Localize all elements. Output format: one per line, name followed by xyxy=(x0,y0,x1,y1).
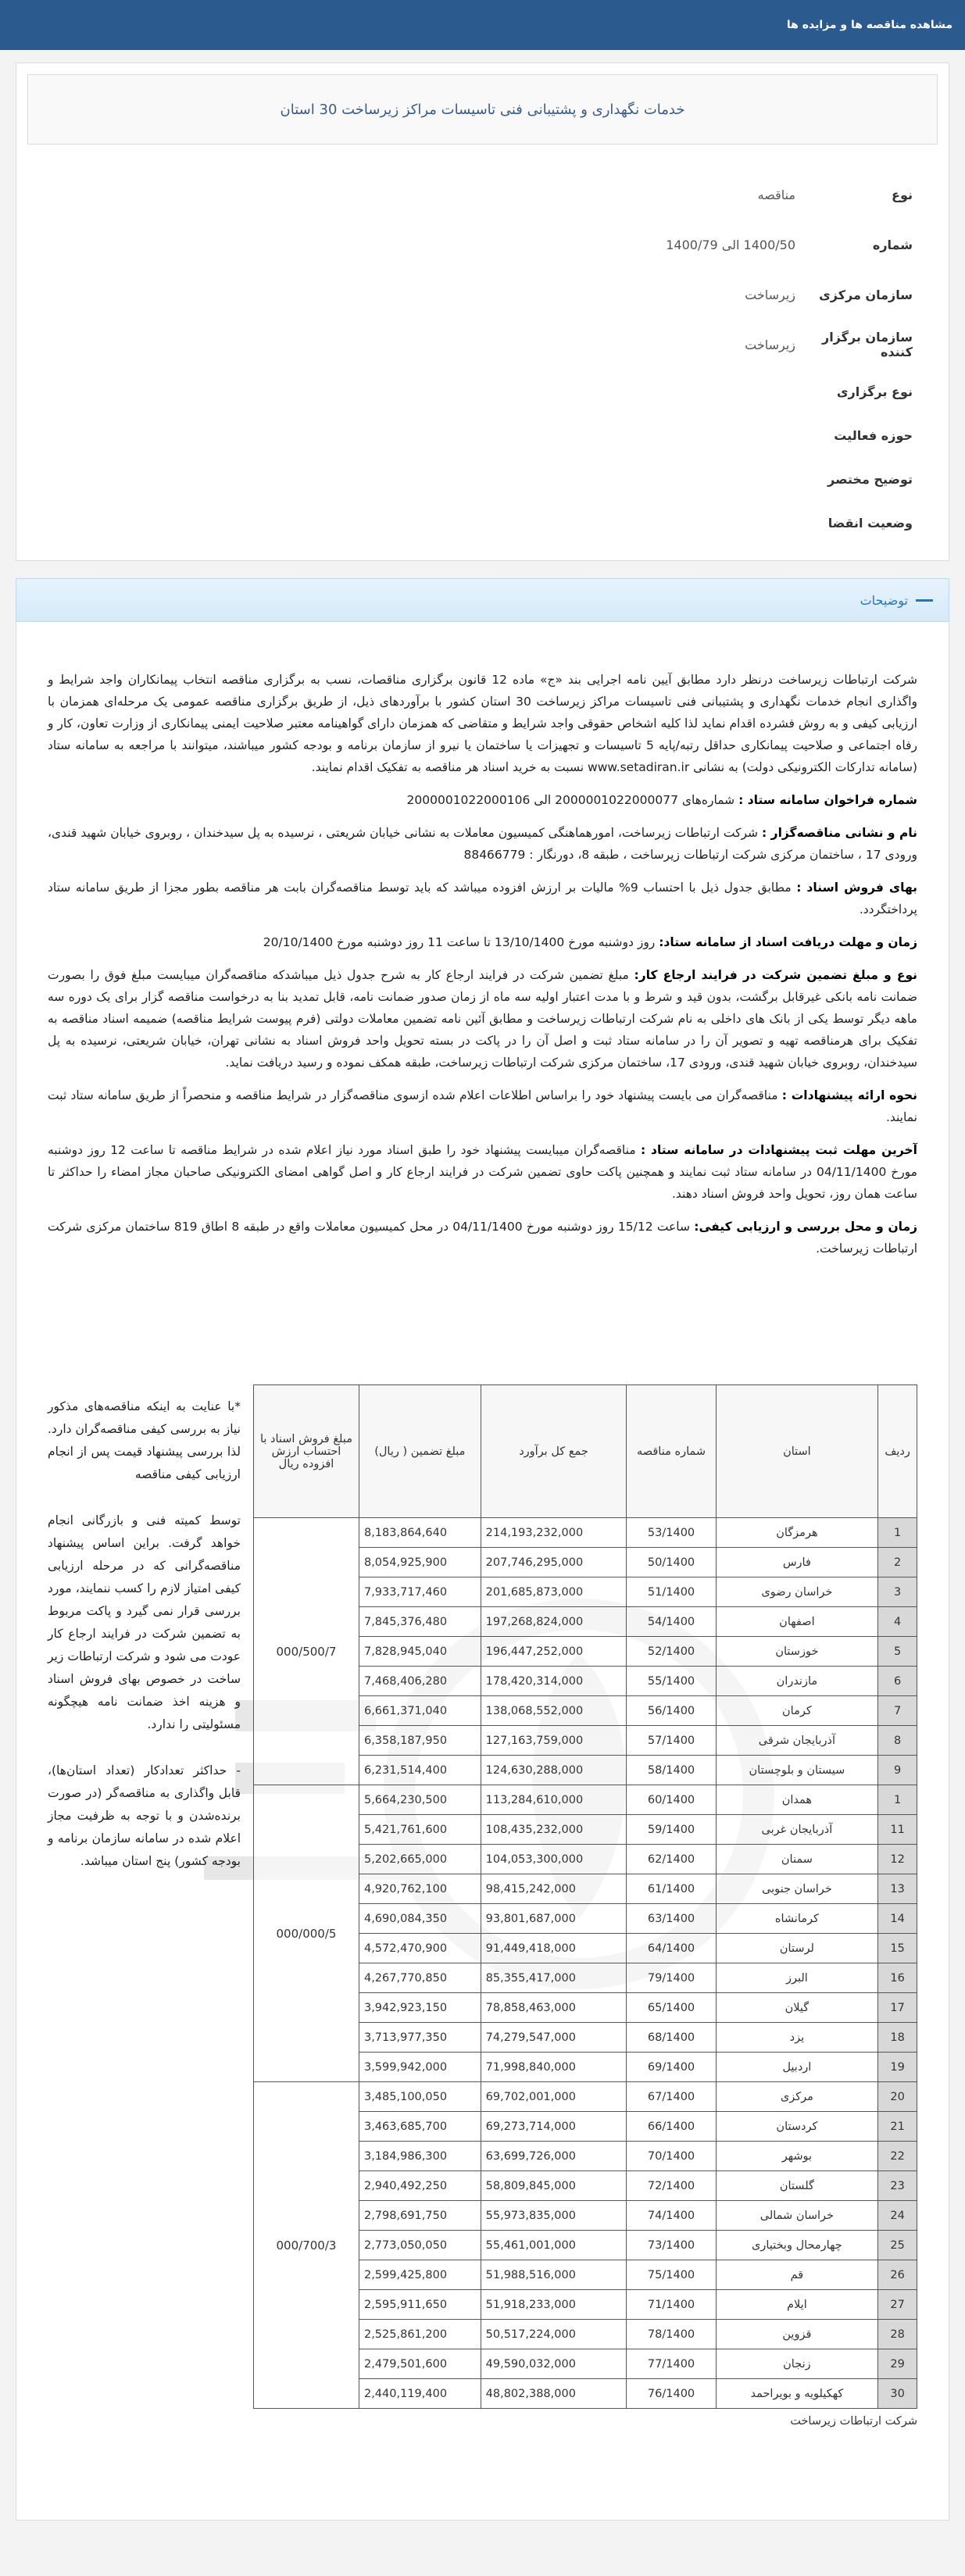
cell-total-estimate: 55,973,835,000 xyxy=(481,2201,627,2231)
cell-total-estimate: 50,517,224,000 xyxy=(481,2320,627,2349)
side-note: توسط کمیته فنی و بازرگانی انجام خواهد گرفت. براین اساس پیشنهاد مناقصه‌گرانی که در مرحله ارزیابی کیفی امتیاز لازم را کسب ننمایند، مورد بررسی قرار نمی گیرد و پاکت مربوط به تضمین شرکت در فرایند ارجاع کار عودت می شود و شرکت ارتباطات زیر ساخت در خصوص بهای فروش اسناد و هزینه اخذ ضمانت نامه هیچگونه مسئولیتی را ندارد. xyxy=(48,1513,241,1731)
document-deadline-paragraph: زمان و مهلت دریافت اسناد از سامانه ستاد: روز دوشنبه مورخ 13/10/1400 تا ساعت 11 روز دوشنبه مورخ 20/10/1400 xyxy=(263,935,917,949)
submission-method-paragraph: نحوه ارائه پیشنهادات : مناقصه‌گران می بایست پیشنهاد خود را براساس اطلاعات اعلام شده ازسوی مناقصه‌گزار در شرایط مناقصه و منحصراً از طریق سامانه ستاد ثبت نمایند. xyxy=(48,1088,917,1124)
cell-total-estimate: 113,284,610,000 xyxy=(481,1785,627,1815)
side-note: *با عنایت به اینکه مناقصه‌های مذکور نیاز به بررسی کیفی مناقصه‌گران دارد. لذا بررسی پیشنهاد قیمت پس از انجام ارزیابی کیفی مناقصه xyxy=(48,1399,241,1481)
cell-index: 29 xyxy=(878,2349,917,2379)
cell-province: آذربایجان غربی xyxy=(716,1815,878,1845)
cell-total-estimate: 98,415,242,000 xyxy=(481,1874,627,1904)
table-header-row xyxy=(254,1385,917,1518)
cell-index: 14 xyxy=(878,1904,917,1934)
info-row-expiry: وضعیت انقضا xyxy=(827,515,913,531)
cell-province: کرمان xyxy=(716,1696,878,1726)
cell-guarantee: 6,661,371,040 xyxy=(359,1696,481,1726)
info-row-activity: حوزه فعالیت xyxy=(834,427,913,443)
side-note: - حداکثر تعدادکار (تعداد استان‌ها)، قابل واگذاری به مناقصه‌گر (در صورت برنده‌شدن و با توجه به ظرفیت مجاز اعلام شده در سامانه سازمان برنامه و بودجه کشور) پنج استان میباشد. xyxy=(48,1763,241,1868)
cell-index: 28 xyxy=(878,2320,917,2349)
cell-total-estimate: 58,809,845,000 xyxy=(481,2171,627,2201)
cell-guarantee: 6,358,187,950 xyxy=(359,1726,481,1756)
cell-total-estimate: 108,435,232,000 xyxy=(481,1815,627,1845)
submission-deadline-paragraph: آخرین مهلت ثبت پیشنهادات در سامانه ستاد : مناقصه‌گران میبایست پیشنهاد خود را طبق اسناد مورد نیاز اعلام شده در شرایط مناقصه تا ساعت 12 روز دوشنبه مورخ 04/11/1400 در سامانه ستاد ثبت نمایند و همچنین پاکت حاوی تضمین شرکت در فرایند ارجاع کار و اصل گواهی امضای الکترونیکی صاحبان مجاز امضاء را حداکثر تا ساعت همان روز، تحویل واحد فروش اسناد دهند. xyxy=(48,1143,917,1201)
cell-total-estimate: 49,590,032,000 xyxy=(481,2349,627,2379)
cell-index: 16 xyxy=(878,1963,917,1993)
cell-guarantee: 4,920,762,100 xyxy=(359,1874,481,1904)
cell-province: گیلان xyxy=(716,1993,878,2023)
cell-province: خراسان شمالی xyxy=(716,2201,878,2231)
cell-index: 8 xyxy=(878,1726,917,1756)
cell-index: 26 xyxy=(878,2260,917,2290)
cell-tender-number: 68/1400 xyxy=(627,2023,716,2053)
cell-province: هرمزگان xyxy=(716,1518,878,1548)
cell-tender-number: 76/1400 xyxy=(627,2379,716,2409)
cell-tender-number: 58/1400 xyxy=(627,1756,716,1785)
cell-province: لرستان xyxy=(716,1934,878,1963)
cell-guarantee: 2,599,425,800 xyxy=(359,2260,481,2290)
cell-total-estimate: 69,273,714,000 xyxy=(481,2112,627,2142)
cell-index: 12 xyxy=(878,1845,917,1874)
cell-tender-number: 65/1400 xyxy=(627,1993,716,2023)
cell-guarantee: 3,184,986,300 xyxy=(359,2142,481,2171)
cell-index: 20 xyxy=(878,2082,917,2112)
cell-guarantee: 3,463,685,700 xyxy=(359,2112,481,2142)
tenderer-address-paragraph: نام و نشانی مناقصه‌گزار : شرکت ارتباطات زیرساخت، امورهماهنگی کمیسیون معاملات به نشانی خیابان شریعتی ، نرسیده به پل سیدخندان ، روبروی خیابان شهید قندی، ورودی 17 ، ساختمان مرکزی شرکت ارتباطات زیرساخت ، طبقه 8، دورنگار : 88466779 xyxy=(48,826,918,862)
description-body xyxy=(16,622,949,2521)
cell-guarantee: 5,202,665,000 xyxy=(359,1845,481,1874)
cell-tender-number: 69/1400 xyxy=(627,2053,716,2082)
top-bar-title: مشاهده مناقصه ها و مزایده ها xyxy=(786,19,952,31)
info-row-summary: توضیح مختصر xyxy=(827,471,913,487)
cell-province: اردبیل xyxy=(716,2053,878,2082)
cell-guarantee: 3,599,942,000 xyxy=(359,2053,481,2082)
cell-index: 2 xyxy=(878,1548,917,1577)
cell-index: 21 xyxy=(878,2112,917,2142)
cell-index: 27 xyxy=(878,2290,917,2320)
cell-guarantee: 7,933,717,460 xyxy=(359,1577,481,1607)
cell-province: اصفهان xyxy=(716,1607,878,1637)
cell-province: سیستان و بلوچستان xyxy=(716,1756,878,1785)
cell-index: 22 xyxy=(878,2142,917,2171)
cell-index: 17 xyxy=(878,1993,917,2023)
cell-province: سمنان xyxy=(716,1845,878,1874)
cell-guarantee: 2,798,691,750 xyxy=(359,2201,481,2231)
cell-tender-number: 51/1400 xyxy=(627,1577,716,1607)
table-row xyxy=(254,2082,917,2112)
cell-guarantee: 8,183,864,640 xyxy=(359,1518,481,1548)
cell-total-estimate: 51,988,516,000 xyxy=(481,2260,627,2290)
cell-province: مازندران xyxy=(716,1667,878,1696)
cell-tender-number: 77/1400 xyxy=(627,2349,716,2379)
cell-tender-number: 53/1400 xyxy=(627,1518,716,1548)
cell-index: 23 xyxy=(878,2171,917,2201)
cell-tender-number: 67/1400 xyxy=(627,2082,716,2112)
cell-tender-number: 54/1400 xyxy=(627,1607,716,1637)
cell-tender-number: 60/1400 xyxy=(627,1785,716,1815)
cell-total-estimate: 214,193,232,000 xyxy=(481,1518,627,1548)
col-header-guarantee: مبلغ تضمین ( ریال) xyxy=(359,1385,481,1518)
cell-guarantee: 7,828,945,040 xyxy=(359,1637,481,1667)
cell-guarantee: 3,942,923,150 xyxy=(359,1993,481,2023)
cell-guarantee: 7,845,376,480 xyxy=(359,1607,481,1637)
cell-guarantee: 2,940,492,250 xyxy=(359,2171,481,2201)
cell-index: 24 xyxy=(878,2201,917,2231)
info-row-number: شماره 1400/50 الی 1400/79 xyxy=(666,237,913,252)
cell-province: فارس xyxy=(716,1548,878,1577)
cell-total-estimate: 207,746,295,000 xyxy=(481,1548,627,1577)
cell-guarantee: 2,773,050,050 xyxy=(359,2231,481,2260)
cell-total-estimate: 127,163,759,000 xyxy=(481,1726,627,1756)
cell-tender-number: 62/1400 xyxy=(627,1845,716,1874)
cell-index: 19 xyxy=(878,2053,917,2082)
cell-guarantee: 2,525,861,200 xyxy=(359,2320,481,2349)
cell-province: کهکیلویه و بویراحمد xyxy=(716,2379,878,2409)
cell-total-estimate: 178,420,314,000 xyxy=(481,1667,627,1696)
info-row-type: نوع مناقصه xyxy=(757,187,913,202)
collapse-dash-icon xyxy=(916,599,933,602)
cell-total-estimate: 69,702,001,000 xyxy=(481,2082,627,2112)
cell-province: همدان xyxy=(716,1785,878,1815)
col-header-tender-number: شماره مناقصه xyxy=(627,1385,716,1518)
cell-total-estimate: 78,858,463,000 xyxy=(481,1993,627,2023)
cell-index: 18 xyxy=(878,2023,917,2053)
table-body xyxy=(254,1518,917,2409)
cell-guarantee: 4,690,084,350 xyxy=(359,1904,481,1934)
cell-total-estimate: 93,801,687,000 xyxy=(481,1904,627,1934)
cell-tender-number: 63/1400 xyxy=(627,1904,716,1934)
cell-tender-number: 79/1400 xyxy=(627,1963,716,1993)
cell-index: 11 xyxy=(878,1815,917,1845)
cell-tender-number: 61/1400 xyxy=(627,1874,716,1904)
cell-index: 1 xyxy=(878,1785,917,1815)
cell-province: گلستان xyxy=(716,2171,878,2201)
cell-guarantee: 8,054,925,900 xyxy=(359,1548,481,1577)
cell-province: قم xyxy=(716,2260,878,2290)
col-header-province: استان xyxy=(716,1385,878,1518)
evaluation-paragraph: زمان و محل بررسی و ارزیابی کیفی: ساعت 15/12 روز دوشنبه مورخ 04/11/1400 در محل کمیسیون معاملات واقع در طبقه 8 اطاق 819 ساختمان مرکزی شرکت ارتباطات زیرساخت. xyxy=(48,1220,918,1256)
cell-doc-fee: 000/700/3 xyxy=(254,2082,359,2409)
description-header[interactable]: توضیحات xyxy=(16,578,949,622)
cell-province: بوشهر xyxy=(716,2142,878,2171)
cell-province: خراسان جنوبی xyxy=(716,1874,878,1904)
info-list xyxy=(16,145,949,560)
cell-tender-number: 75/1400 xyxy=(627,2260,716,2290)
cell-tender-number: 71/1400 xyxy=(627,2290,716,2320)
cell-index: 6 xyxy=(878,1667,917,1696)
cell-total-estimate: 85,355,417,000 xyxy=(481,1963,627,1993)
cell-total-estimate: 63,699,726,000 xyxy=(481,2142,627,2171)
cell-doc-fee: 000/500/7 xyxy=(254,1518,359,1785)
cell-tender-number: 57/1400 xyxy=(627,1726,716,1756)
cell-index: 4 xyxy=(878,1607,917,1637)
info-row-organizer: سازمان برگزار کننده زیرساخت xyxy=(745,330,913,359)
cell-tender-number: 66/1400 xyxy=(627,2112,716,2142)
table-row xyxy=(254,1518,917,1548)
cell-guarantee: 3,713,977,350 xyxy=(359,2023,481,2053)
cell-tender-number: 50/1400 xyxy=(627,1548,716,1577)
cell-total-estimate: 201,685,873,000 xyxy=(481,1577,627,1607)
cell-province: چهارمحال وبختیاری xyxy=(716,2231,878,2260)
cell-guarantee: 6,231,514,400 xyxy=(359,1756,481,1785)
cell-total-estimate: 74,279,547,000 xyxy=(481,2023,627,2053)
cell-tender-number: 64/1400 xyxy=(627,1934,716,1963)
cell-total-estimate: 55,461,001,000 xyxy=(481,2231,627,2260)
cell-doc-fee: 000/000/5 xyxy=(254,1785,359,2082)
table-row xyxy=(254,1785,917,1815)
cell-total-estimate: 196,447,252,000 xyxy=(481,1637,627,1667)
cell-guarantee: 2,479,501,600 xyxy=(359,2349,481,2379)
cell-guarantee: 4,267,770,850 xyxy=(359,1963,481,1993)
cell-index: 1 xyxy=(878,1518,917,1548)
col-header-total-estimate: جمع کل برآورد xyxy=(481,1385,627,1518)
cell-province: کرمانشاه xyxy=(716,1904,878,1934)
cell-guarantee: 2,595,911,650 xyxy=(359,2290,481,2320)
cell-total-estimate: 48,802,388,000 xyxy=(481,2379,627,2409)
cell-index: 30 xyxy=(878,2379,917,2409)
cell-total-estimate: 91,449,418,000 xyxy=(481,1934,627,1963)
cell-tender-number: 78/1400 xyxy=(627,2320,716,2349)
cell-index: 5 xyxy=(878,1637,917,1667)
side-notes xyxy=(48,1384,241,2434)
cell-total-estimate: 51,918,233,000 xyxy=(481,2290,627,2320)
info-row-central-org: سازمان مرکزی زیرساخت xyxy=(745,287,913,302)
cell-tender-number: 55/1400 xyxy=(627,1667,716,1696)
cell-province: البرز xyxy=(716,1963,878,1993)
cell-tender-number: 73/1400 xyxy=(627,2231,716,2260)
cell-total-estimate: 197,268,824,000 xyxy=(481,1607,627,1637)
cell-province: قزوین xyxy=(716,2320,878,2349)
cell-index: 13 xyxy=(878,1874,917,1904)
cell-province: ایلام xyxy=(716,2290,878,2320)
cell-tender-number: 59/1400 xyxy=(627,1815,716,1845)
cell-guarantee: 3,485,100,050 xyxy=(359,2082,481,2112)
cell-province: کردستان xyxy=(716,2112,878,2142)
cell-index: 25 xyxy=(878,2231,917,2260)
cell-tender-number: 52/1400 xyxy=(627,1637,716,1667)
top-bar xyxy=(0,0,965,50)
cell-total-estimate: 124,630,288,000 xyxy=(481,1756,627,1785)
cell-guarantee: 5,664,230,500 xyxy=(359,1785,481,1815)
table-wrapper xyxy=(253,1384,917,2434)
cell-total-estimate: 138,068,552,000 xyxy=(481,1696,627,1726)
cell-index: 7 xyxy=(878,1696,917,1726)
intro-paragraph: شرکت ارتباطات زیرساخت درنظر دارد مطابق آیین نامه اجرایی بند «ج» ماده 12 قانون برگزاری مناقصات، نسب به برگزاری مناقصه انتخاب پیمانکاران واجد شرایط و واگذاری انجام خدمات نگهداری و پشتیبانی فنی تاسیسات مراکز زیرساخت 30 استان کشور با برآوردهای ذیل، از طریق برگزاری مناقصه عمومی یک مرحله‌ای همزمان با ارزیابی کیفی و به روش فشرده اقدام نماید لذا کلیه اشخاص حقوقی واجد شرایط و متقاضی که همزمان دارای گواهینامه معتبر صلاحیت ایمنی پیمانکاری از وزارت تعاون، کار و رفاه اجتماعی و صلاحیت پیمانکاری حداقل رتبه/پایه 5 تاسیسات و تجهیزات یا ساختمان یا نیرو از سازمان برنامه و بودجه کشور میباشند، میتوانند با مراجعه به سامانه ستاد (سامانه تدارکات الکترونیکی دولت) به نشانی www.setadiran.ir نسبت به خرید اسناد هر مناقصه به تفکیک اقدام نمایند. xyxy=(48,673,918,774)
cell-index: 3 xyxy=(878,1577,917,1607)
cell-total-estimate: 104,053,300,000 xyxy=(481,1845,627,1874)
cell-province: خراسان رضوی xyxy=(716,1577,878,1607)
tender-card xyxy=(16,63,949,561)
provinces-table xyxy=(253,1384,917,2409)
cell-guarantee: 5,421,761,600 xyxy=(359,1815,481,1845)
page-title: خدمات نگهداری و پشتیبانی فنی تاسیسات مراکز زیرساخت 30 استان xyxy=(27,74,938,145)
cell-tender-number: 74/1400 xyxy=(627,2201,716,2231)
cell-province: خوزستان xyxy=(716,1637,878,1667)
source-note: شرکت ارتباطات زیرساخت xyxy=(790,2415,917,2428)
cell-guarantee: 4,572,470,900 xyxy=(359,1934,481,1963)
cell-tender-number: 72/1400 xyxy=(627,2171,716,2201)
cell-province: مرکزی xyxy=(716,2082,878,2112)
cell-tender-number: 70/1400 xyxy=(627,2142,716,2171)
cell-province: یزد xyxy=(716,2023,878,2053)
table-section xyxy=(48,1384,917,2434)
col-header-index: ردیف xyxy=(878,1385,917,1518)
col-header-doc-fee: مبلغ فروش اسناد با احتساب ارزش افزوده ریال xyxy=(254,1385,359,1518)
cell-index: 15 xyxy=(878,1934,917,1963)
cell-province: آذربایجان شرقی xyxy=(716,1726,878,1756)
cell-index: 9 xyxy=(878,1756,917,1785)
document-price-paragraph: بهای فروش اسناد : مطابق جدول ذیل با احتساب 9% مالیات بر ارزش افزوده میباشد که باید توسط مناقصه‌گران بابت هر مناقصه بطور مجزا از طریق سامانه ستاد پرداختگردد. xyxy=(48,881,917,916)
guarantee-paragraph: نوع و مبلغ تضمین شرکت در فرایند ارجاع کار: مبلغ تضمین شرکت در فرایند ارجاع کار به شرح جدول ذیل میباشدکه مناقصه‌گران میبایست مبلغ فوق را بصورت ضمانت نامه بانکی غیرقابل برگشت، بدون قید و شرط و با مدت اعتبار اولیه سه ماه از زمان صدور ضمانت نامه، قابل تمدید بنا به درخواست مناقصه گزار برای یک دوره سه ماهه دیگر توسط یکی از بانک های داخلی به نام شرکت ارتباطات زیرساخت و مطابق آئین نامه تضمین معاملات دولتی (فرم پیوست شرایط مناقصه) ضمیمه اسناد مناقصه به تفکیک برای هرمناقصه تهیه و تصویر آن را در سامانه ستاد ثبت و اصل آن را در پاکت در بسته تحویل واحد فروش اسناد به نشانی تهران، خیابان شریعتی، نرسیده به پل سیدخندان، روبروی خیابان شهید قندی، ورودی 17، ساختمان مرکزی شرکت ارتباطات زیرساخت، طبقه همکف نموده و رسید دریافت نماید. xyxy=(48,968,917,1070)
cell-province: زنجان xyxy=(716,2349,878,2379)
cell-tender-number: 56/1400 xyxy=(627,1696,716,1726)
cell-guarantee: 7,468,406,280 xyxy=(359,1667,481,1696)
cell-guarantee: 2,440,119,400 xyxy=(359,2379,481,2409)
call-number-paragraph: شماره فراخوان سامانه ستاد : شماره‌های 2000001022000077 الی 2000001022000106 xyxy=(406,793,917,807)
cell-total-estimate: 71,998,840,000 xyxy=(481,2053,627,2082)
info-row-holding-type: نوع برگزاری xyxy=(836,384,913,399)
